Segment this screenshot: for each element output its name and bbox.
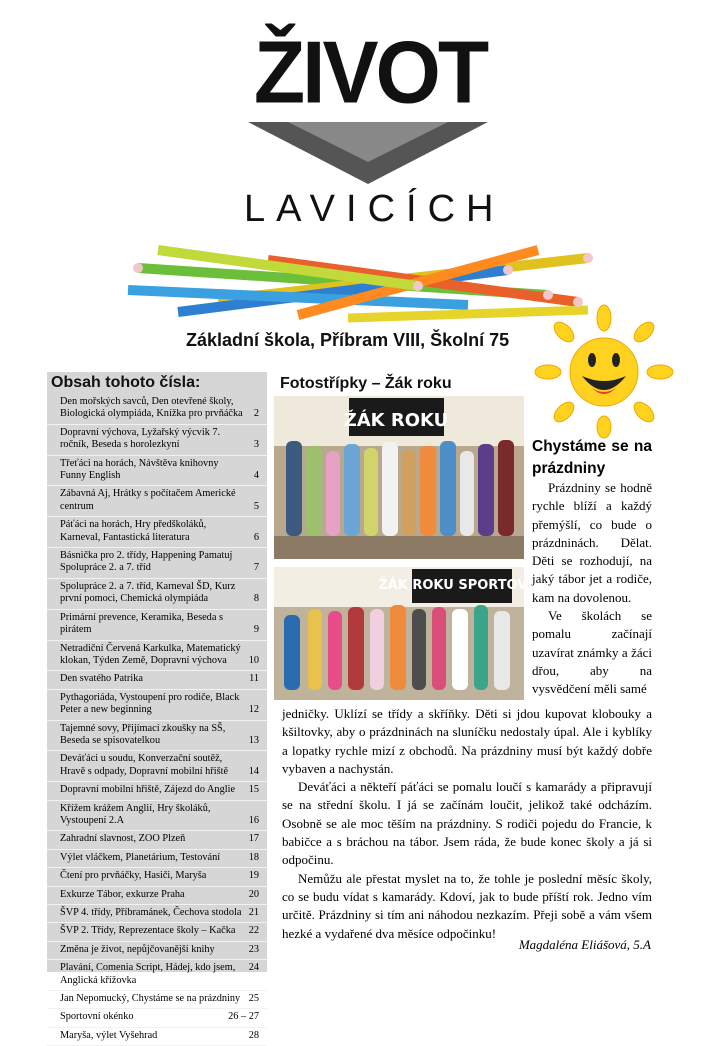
article-paragraph: jedničky. Uklízí se třídy a skříňky. Děti si jdou kupovat klobouky a kšiltovky, aby o prázdninách na sluníčku nedostaly úpal. Ale i kyblíky a lopatky rychle mizí z obchodů. Na prázdniny musí být každý dobře vybaven a nachystán. <box>282 706 652 776</box>
masthead <box>0 0 724 340</box>
toc-item-page: 14 <box>248 765 259 777</box>
article-paragraph: Prázdniny se hodně rychle blíží a každý přemýšlí, co bude o prázdninách. Dělat. Děti se rozhodují, na jaký tábor jet a rodiče, kam na dovolenou. <box>532 480 652 605</box>
article-title: Chystáme se na prázdniny <box>532 438 652 477</box>
toc-item-text: Maryša, výlet Vyšehrad <box>60 1029 158 1041</box>
toc-item-text: Exkurze Tábor, exkurze Praha <box>60 888 185 900</box>
toc-item <box>47 960 267 991</box>
school-address: Základní škola, Příbram VIII, Školní 75 <box>186 330 510 350</box>
toc-item-page: 22 <box>248 925 259 937</box>
photo-zak-roku <box>274 396 524 559</box>
toc-item-text: Primární prevence, Keramika, Beseda s pirátem <box>60 611 223 636</box>
toc-item-text: Změna je život, nepůjčovanější knihy <box>60 943 215 955</box>
toc-item-page: 6 <box>253 531 259 543</box>
toc-item-page: 20 <box>248 888 259 900</box>
toc-item-page: 26 – 27 <box>228 1011 259 1023</box>
toc-item-page: 15 <box>248 784 259 796</box>
toc-item-text: Básnička pro 2. třídy, Happening Pamatuj Spolupráce 2. a 7. tříd <box>60 550 233 574</box>
toc-item-text: Zábavná Aj, Hrátky s počítačem Americké centrum <box>60 488 236 512</box>
toc-item-page: 18 <box>248 851 259 863</box>
toc-item-page: 2 <box>253 408 259 420</box>
toc-item-text: Čtení pro prvňáčky, Hasiči, Maryša <box>60 870 207 882</box>
article-body-text <box>282 705 652 943</box>
toc-item-page: 25 <box>248 993 259 1005</box>
toc-item <box>47 782 267 800</box>
photo-sportovec-image <box>274 567 546 700</box>
toc-item-page: 7 <box>253 562 259 574</box>
article-paragraph: Ve školách se pomalu začínají uzavírat známky a žáci dřou, aby na vysvědčení měli samé <box>532 608 652 697</box>
toc-item-text: Dopravní výchova, Lyžařský výcvik 7. ročník, Beseda s horolezkyní <box>60 426 221 451</box>
toc-item-text: Výlet vláčkem, Planetárium, Testování <box>60 851 221 863</box>
toc-item <box>47 942 267 960</box>
toc-item <box>47 887 267 905</box>
toc-item <box>47 394 267 425</box>
toc-item <box>47 1028 267 1046</box>
toc-item-page: 13 <box>248 734 259 746</box>
toc-item <box>47 1009 267 1027</box>
toc-item-text: ŠVP 2. Třídy, Reprezentace školy – Kačka <box>60 925 236 937</box>
toc-item-page: 4 <box>253 470 259 482</box>
toc-item-text: Zahradní slavnost, ZOO Plzeň <box>60 833 186 845</box>
toc-item-text: ŠVP 4. třídy, Příbramánek, Čechova stodola <box>60 907 242 918</box>
sun-smiley-illustration <box>530 300 678 440</box>
toc-item-page: 8 <box>253 593 259 605</box>
toc-item-page: 23 <box>248 943 259 955</box>
banner-text-1: ŽÁK ROKU <box>343 410 449 431</box>
toc-item <box>47 690 267 721</box>
toc-item-text: Páťáci na horách, Hry předškoláků, Karneval, Fantastická literatura <box>60 519 207 543</box>
toc-item-text: Tajemné sovy, Přijímací zkoušky na SŠ, Beseda se spisovatelkou <box>60 722 226 746</box>
toc-item-text: Netradiční Červená Karkulka, Matematický klokan, Týden Země, Dopravní výchova <box>60 642 241 666</box>
photos-section-title: Fotostřípky – Žák roku <box>280 375 452 392</box>
toc-item-text: Křížem krážem Anglií, Hry školáků, Vystoupení 2.A <box>60 802 211 826</box>
toc-item-text: Den svatého Patrika <box>60 673 143 685</box>
toc-item-page: 24 <box>248 962 259 974</box>
toc-item-page: 28 <box>248 1029 259 1041</box>
toc-item <box>47 579 267 610</box>
toc-item <box>47 905 267 923</box>
toc-item-page: 12 <box>248 704 259 716</box>
article-paragraph: Deváťáci a někteří páťáci se pomalu loučí s kamarády a připravují se na střední školu. I já se začínám loučit, jelikož také odcházím. Osobně se ale moc těším na prázdniny. S rodiči pojedu do Francie, k babičce a s bráchou na tábor. Jsem ráda, že bude konec školy a já si odpočinu. <box>282 779 652 868</box>
toc-item-page: 3 <box>253 439 259 451</box>
banner-text-2: ŽÁK ROKU SPORTOVEC <box>378 578 546 593</box>
toc-item <box>47 801 267 832</box>
photo-zak-roku-sportovec <box>274 567 546 700</box>
toc-item-page: 11 <box>249 673 259 685</box>
toc-item-page: 19 <box>248 870 259 882</box>
toc-item-text: Deváťáci u soudu, Konverzační soutěž, Hravě s odpady, Dopravní mobilní hřiště <box>60 753 229 777</box>
toc-item <box>47 923 267 941</box>
toc-item-text: Pythagoriáda, Vystoupení pro rodiče, Black Peter a new beginning <box>60 691 240 716</box>
toc-item <box>47 850 267 868</box>
toc-item <box>47 641 267 672</box>
toc-item-page: 16 <box>248 814 259 826</box>
toc-item-page: 10 <box>248 654 259 666</box>
toc-item <box>47 548 267 579</box>
toc-item <box>47 721 267 752</box>
toc-item-text: Třeťáci na horách, Návštěva knihovny Funny English <box>60 457 219 482</box>
toc-item-text: Plavání, Comenia Script, Hádej, kdo jsem, Anglická křížovka <box>60 962 236 986</box>
magazine-subtitle: LAVICÍCH <box>244 188 505 230</box>
toc-item-text: Spolupráce 2. a 7. tříd, Karneval ŠD, Kurz první pomoci, Chemická olympiáda <box>60 580 236 605</box>
article-author: Magdaléna Eliášová, 5.A <box>518 937 651 952</box>
toc-item <box>47 831 267 849</box>
toc-item <box>47 425 267 456</box>
table-of-contents <box>47 372 267 1041</box>
toc-item-page: 5 <box>253 500 259 512</box>
article-column-text <box>532 479 652 699</box>
toc-item <box>47 517 267 548</box>
toc-item <box>47 456 267 487</box>
toc-item-text: Den mořských savců, Den otevřené školy, Biologická olympiáda, Knížka pro prvňáčka <box>60 396 243 420</box>
toc-item <box>47 751 267 782</box>
toc-item-page: 17 <box>248 833 259 845</box>
toc-item-text: Dopravní mobilní hřiště, Zájezd do Anglie <box>60 784 236 796</box>
title-chevron-logo <box>248 122 488 184</box>
toc-item-text: Sportovní okénko <box>60 1011 134 1023</box>
toc-heading: Obsah tohoto čísla: <box>51 374 201 391</box>
toc-item-page: 21 <box>248 907 259 918</box>
toc-list <box>47 394 267 1046</box>
toc-item-text: Jan Nepomucký, Chystáme se na prázdniny <box>60 993 241 1005</box>
toc-item <box>47 671 267 689</box>
toc-item <box>47 610 267 641</box>
toc-item <box>47 868 267 886</box>
article-paragraph: Nemůžu ale přestat myslet na to, že tohle je poslední měsíc školy, co se budu vídat s kamarády. Kdoví, jak to bude příští rok. Jedno vím určitě. Prázdniny si tím ani náhodou nezkazím. Přeji sobě a vám všem hezké a vydařené dva měsíce odpočinku! <box>282 870 652 941</box>
toc-item <box>47 486 267 517</box>
magazine-title: ŽIVOT <box>253 22 487 122</box>
toc-item <box>47 991 267 1009</box>
photo-zak-roku-image <box>274 396 524 559</box>
pencils-illustration <box>118 240 598 322</box>
toc-item-page: 9 <box>253 624 259 636</box>
